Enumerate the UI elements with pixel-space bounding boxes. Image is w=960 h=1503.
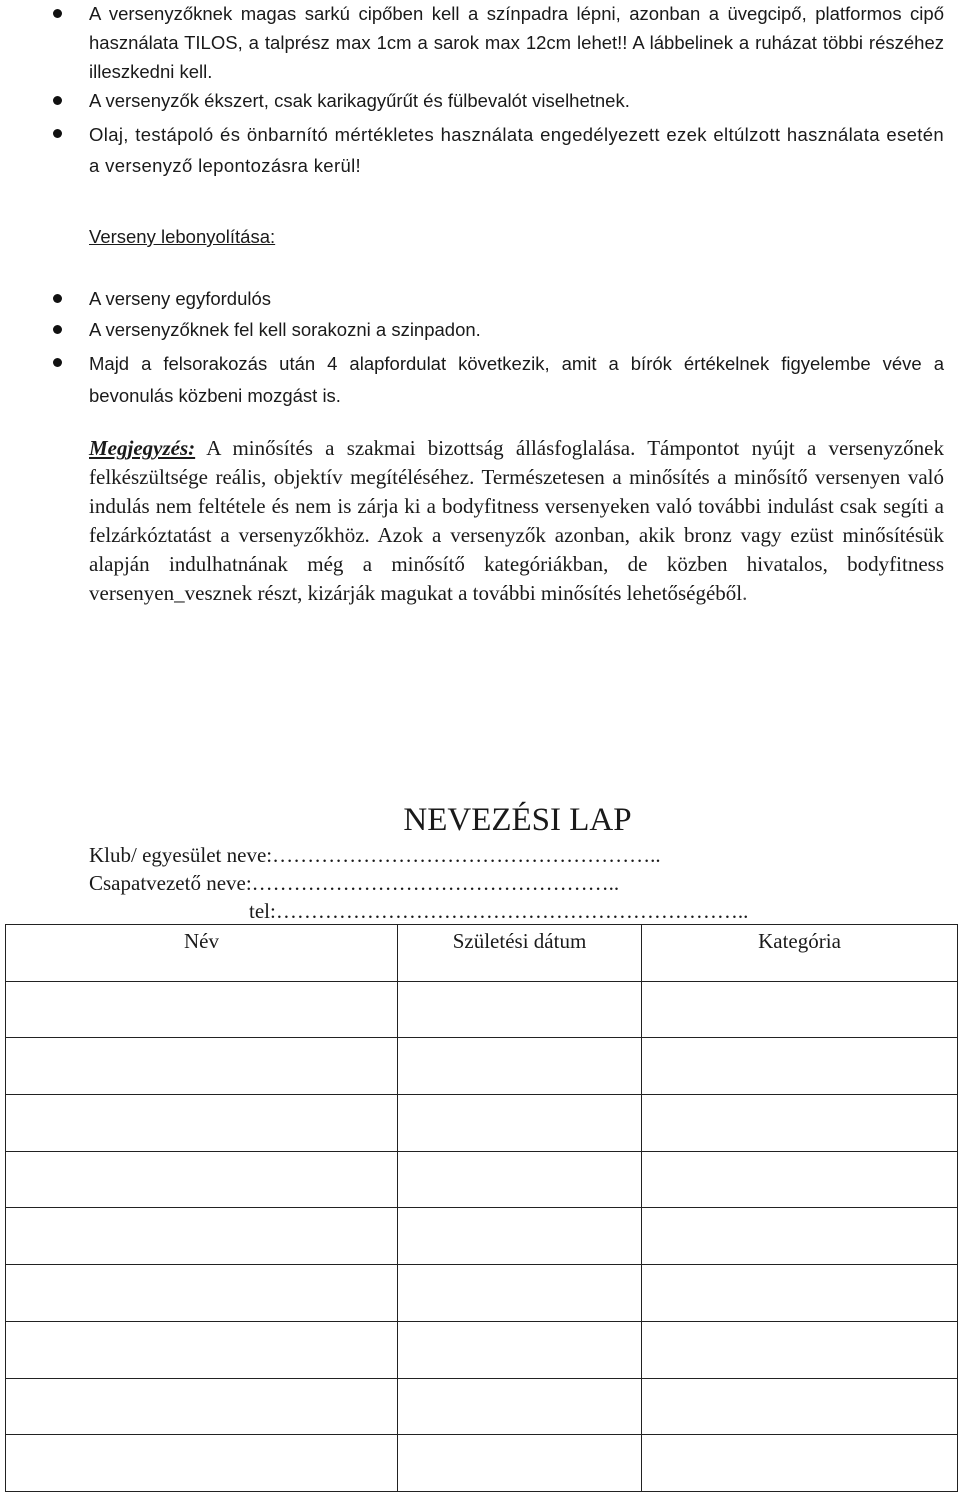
table-row	[6, 1095, 958, 1152]
list-item: Olaj, testápoló és önbarnító mértékletes használata engedélyezett ezek eltúlzott használata esetén a versenyző lepontozásra kerül!	[0, 119, 960, 181]
list-item: A verseny egyfordulós	[0, 284, 960, 313]
column-header-name: Név	[6, 925, 398, 982]
bullet-icon	[53, 294, 62, 303]
procedure-list	[0, 284, 960, 412]
note-paragraph	[89, 434, 944, 608]
form-title: NEVEZÉSI LAP	[403, 802, 632, 838]
list-item: A versenyzőknek fel kell sorakozni a szinpadon.	[0, 315, 960, 344]
category-cell[interactable]	[642, 981, 958, 1038]
category-cell[interactable]	[642, 1265, 958, 1322]
table-row	[6, 981, 958, 1038]
table-row	[6, 1208, 958, 1265]
birthdate-cell[interactable]	[398, 1038, 642, 1095]
list-item: A versenyzők ékszert, csak karikagyűrűt és fülbevalót viselhetnek.	[0, 86, 960, 115]
category-cell[interactable]	[642, 1321, 958, 1378]
column-header-birthdate: Születési dátum	[398, 925, 642, 982]
category-cell[interactable]	[642, 1151, 958, 1208]
category-cell[interactable]	[642, 1038, 958, 1095]
table-row	[6, 1265, 958, 1322]
birthdate-cell[interactable]	[398, 1208, 642, 1265]
column-header-category: Kategória	[642, 925, 958, 982]
entry-table	[5, 924, 958, 1492]
birthdate-cell[interactable]	[398, 1095, 642, 1152]
table-row	[6, 1378, 958, 1435]
birthdate-cell[interactable]	[398, 1378, 642, 1435]
bullet-icon	[53, 358, 62, 367]
name-cell[interactable]	[6, 1095, 398, 1152]
club-name-field[interactable]: Klub/ egyesület neve:………………………………………………..	[89, 843, 661, 867]
section-title: Verseny lebonyolítása:	[89, 226, 276, 247]
note-tail: .	[742, 581, 748, 605]
phone-field[interactable]: tel:…………………………………………………………..	[249, 899, 749, 923]
name-cell[interactable]	[6, 1321, 398, 1378]
table-row	[6, 1151, 958, 1208]
name-cell[interactable]	[6, 1265, 398, 1322]
name-cell[interactable]	[6, 1378, 398, 1435]
bullet-icon	[53, 129, 62, 138]
name-cell[interactable]	[6, 1038, 398, 1095]
bullet-icon	[53, 96, 62, 105]
list-item: A versenyzőknek magas sarkú cipőben kell a színpadra lépni, azonban a üvegcipő, platformos cipő használata TILOS, a talprész max 1cm a sarok max 12cm lehet!! A lábbelinek a ruházat többi részéhez illeszkedni kell.	[0, 0, 960, 86]
name-cell[interactable]	[6, 981, 398, 1038]
table-row	[6, 1038, 958, 1095]
birthdate-cell[interactable]	[398, 1151, 642, 1208]
birthdate-cell[interactable]	[398, 1265, 642, 1322]
name-cell[interactable]	[6, 1151, 398, 1208]
birthdate-cell[interactable]	[398, 1321, 642, 1378]
name-cell[interactable]	[6, 1208, 398, 1265]
category-cell[interactable]	[642, 1378, 958, 1435]
birthdate-cell[interactable]	[398, 1435, 642, 1492]
name-cell[interactable]	[6, 1435, 398, 1492]
table-row	[6, 1321, 958, 1378]
birthdate-cell[interactable]	[398, 981, 642, 1038]
entry-table-body	[6, 981, 958, 1491]
note-label: Megjegyzés:	[89, 436, 196, 460]
category-cell[interactable]	[642, 1095, 958, 1152]
table-header-row	[6, 925, 958, 982]
bullet-icon	[53, 325, 62, 334]
team-captain-field[interactable]: Csapatvezető neve:……………………………………………..	[89, 871, 620, 895]
list-item: Majd a felsorakozás után 4 alapfordulat következik, amit a bírók értékelnek figyelembe véve a bevonulás közbeni mozgást is.	[0, 348, 960, 412]
rules-list	[0, 0, 960, 181]
category-cell[interactable]	[642, 1435, 958, 1492]
bullet-icon	[53, 9, 62, 18]
table-row	[6, 1435, 958, 1492]
note-text: A minősítés a szakmai bizottság állásfoglalása. Támpontot nyújt a versenyzőnek felkészültsége reális, objektív megítéléséhez. Természetesen a minősítés a minősítő versenyen való indulás nem feltétele és nem is zárja ki a bodyfitness versenyeken való további indulást csak segíti a felzárkóztatást a versenyzőkhöz. Azok a versenyzők azonban, akik bronz vagy ezüst minősítésük alapján indulhatnának még a minősítő kategóriákban, de közben hivatalos, bodyfitness versenyen_vesznek részt, kizárják magukat a további minősítés lehetőségéből	[89, 436, 944, 605]
category-cell[interactable]	[642, 1208, 958, 1265]
